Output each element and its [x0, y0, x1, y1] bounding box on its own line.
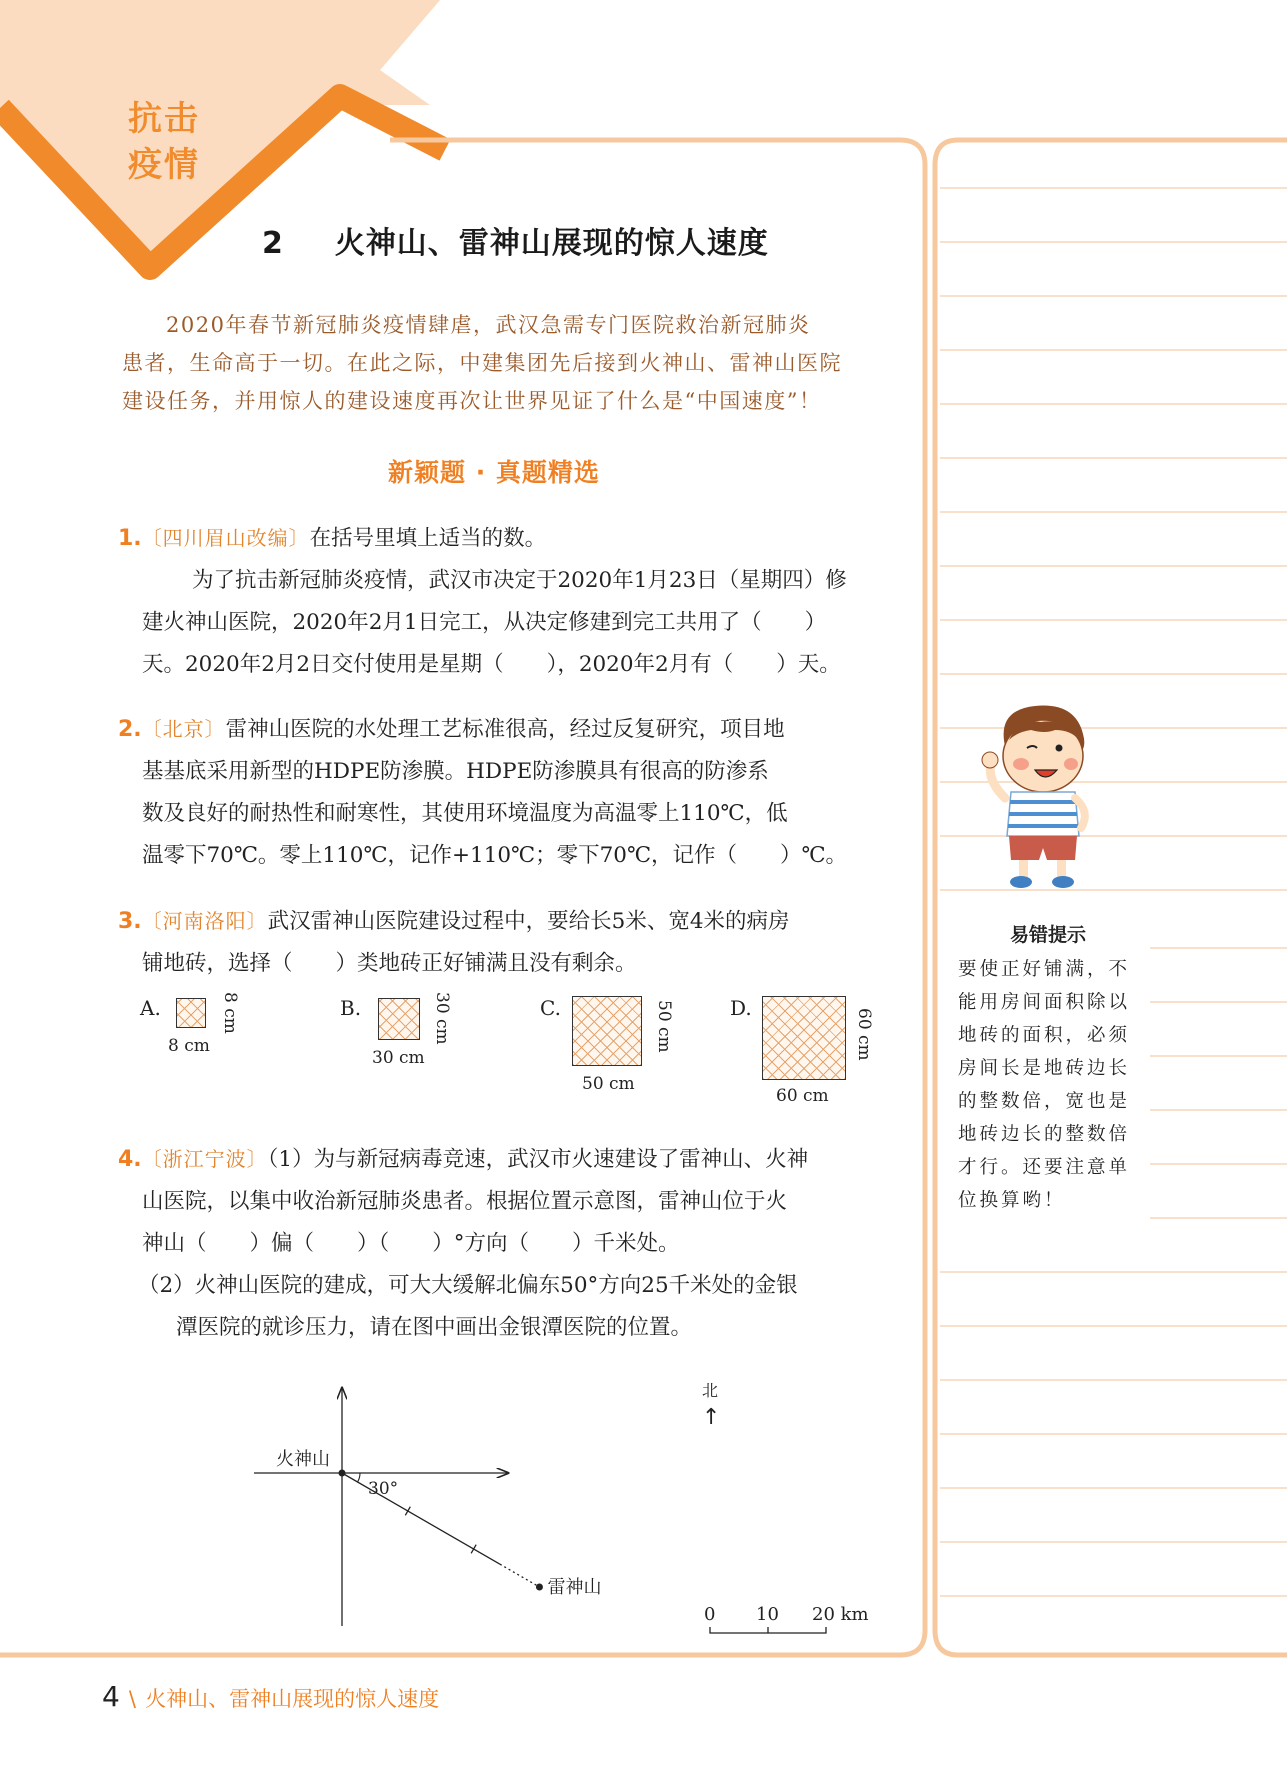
hint-line: 房间长是地砖边长	[958, 1058, 1131, 1079]
angle-label: 30°	[368, 1479, 399, 1499]
tile-b-height: 30 cm	[432, 992, 452, 1045]
question-line: 基基底采用新型的HDPE防渗膜。HDPE防渗膜具有很高的防渗系	[142, 759, 769, 784]
north-arrow-icon: ↑	[702, 1405, 721, 1430]
badge-line-1: 抗击	[128, 99, 200, 139]
tile-a-width: 8 cm	[168, 1036, 210, 1056]
question-line: 建火神山医院，2020年2月1日完工，从决定修建到完工共用了（ ）	[142, 610, 827, 635]
hint-line: 的整数倍，宽也是	[958, 1091, 1131, 1112]
tile-c-height: 50 cm	[654, 1000, 674, 1053]
question-lead: 在括号里填上适当的数。	[309, 526, 547, 551]
mistake-hint	[958, 920, 1138, 1217]
scale-label-20: 20 km	[812, 1604, 869, 1625]
page-title	[262, 218, 769, 262]
intro-line: 建设任务，并用惊人的建设速度再次让世界见证了什么是“中国速度”！	[122, 389, 822, 413]
position-diagram	[240, 1370, 880, 1640]
option-label-b[interactable]: B.	[340, 996, 362, 1020]
title-number: 2	[262, 226, 284, 261]
angle-arc	[358, 1473, 360, 1482]
hint-body	[958, 953, 1138, 1217]
bearing-tick	[405, 1507, 410, 1516]
hint-line: 位换算哟！	[958, 1190, 1066, 1211]
question-number: 4.	[118, 1147, 142, 1172]
tile-c	[572, 996, 642, 1066]
question-line: 雷神山医院的水处理工艺标准很高，经过反复研究，项目地	[225, 717, 785, 742]
question-line: （1）为与新冠病毒竞速，武汉市火速建设了雷神山、火神	[267, 1147, 809, 1172]
hint-title: 易错提示	[1009, 924, 1086, 946]
question-source: 〔河南洛阳〕	[141, 909, 268, 933]
tile-b-width: 30 cm	[372, 1048, 425, 1068]
question-line: 铺地砖，选择（ ）类地砖正好铺满且没有剩余。	[142, 951, 637, 976]
page-footer	[102, 1680, 439, 1713]
page-number: 4	[102, 1680, 120, 1713]
intro-paragraph	[122, 306, 900, 420]
title-text: 火神山、雷神山展现的惊人速度	[334, 226, 769, 261]
question-number: 1.	[118, 526, 142, 551]
target-label: 雷神山	[547, 1577, 602, 1598]
origin-label: 火神山	[276, 1449, 330, 1470]
option-label-a[interactable]: A.	[140, 996, 161, 1020]
tile-c-width: 50 cm	[582, 1074, 635, 1094]
topic-badge	[128, 96, 200, 188]
tile-a	[176, 998, 206, 1028]
question-3	[118, 900, 903, 985]
tile-d	[762, 996, 846, 1080]
tile-d-height: 60 cm	[854, 1008, 874, 1061]
bearing-tick	[471, 1545, 476, 1554]
question-line: 山医院，以集中收治新冠肺炎患者。根据位置示意图，雷神山位于火	[142, 1189, 788, 1214]
badge-line-2: 疫情	[128, 145, 200, 185]
hint-line: 地砖边长的整数倍	[958, 1124, 1131, 1145]
tile-options	[140, 990, 900, 1110]
hint-line: 地砖的面积，必须	[958, 1025, 1131, 1046]
footer-divider: \	[128, 1687, 136, 1711]
question-2	[118, 708, 903, 877]
tile-d-width: 60 cm	[776, 1086, 829, 1106]
question-line: （2）火神山医院的建成，可大大缓解北偏东50°方向25千米处的金银	[138, 1273, 798, 1298]
cartoon-boy-illustration	[975, 700, 1115, 890]
question-source: 〔四川眉山改编〕	[141, 526, 310, 550]
question-line: 为了抗击新冠肺炎疫情，武汉市决定于2020年1月23日（星期四）修	[192, 568, 847, 593]
question-line: 潭医院的就诊压力，请在图中画出金银潭医院的位置。	[176, 1315, 693, 1340]
question-4	[118, 1138, 903, 1349]
leishenshan-point	[536, 1584, 543, 1591]
question-line: 数及良好的耐热性和耐寒性，其使用环境温度为高温零上110℃，低	[142, 801, 788, 826]
hint-line: 能用房间面积除以	[958, 992, 1131, 1013]
hint-line: 要使正好铺满，不	[958, 959, 1131, 980]
question-source: 〔浙江宁波〕	[141, 1147, 268, 1171]
intro-line: 患者，生命高于一切。在此之际，中建集团先后接到火神山、雷神山医院	[122, 351, 842, 375]
footer-title: 火神山、雷神山展现的惊人速度	[145, 1687, 440, 1711]
question-source: 〔北京〕	[141, 717, 226, 741]
question-line: 天。2020年2月2日交付使用是星期（ ），2020年2月有（ ）天。	[142, 652, 841, 677]
hint-line: 才行。还要注意单	[958, 1157, 1131, 1178]
bearing-line	[342, 1473, 500, 1564]
bearing-line-dotted	[500, 1564, 539, 1587]
intro-line: 2020年春节新冠肺炎疫情肆虐，武汉急需专门医院救治新冠肺炎	[166, 313, 811, 337]
question-line: 武汉雷神山医院建设过程中，要给长5米、宽4米的病房	[267, 909, 790, 934]
scale-label-0: 0	[704, 1604, 716, 1625]
tile-a-height: 8 cm	[220, 992, 240, 1034]
question-number: 3.	[118, 909, 142, 934]
question-line: 温零下70℃。零上110℃，记作+110℃；零下70℃，记作（ ）℃。	[142, 843, 848, 868]
section-title: 新颖题 · 真题精选	[388, 458, 600, 487]
north-label: 北	[702, 1381, 719, 1400]
question-1	[118, 517, 903, 686]
question-line: 神山（ ）偏（ ）（ ）°方向（ ）千米处。	[142, 1231, 680, 1256]
scale-label-10: 10	[756, 1604, 779, 1625]
question-number: 2.	[118, 717, 142, 742]
option-label-d[interactable]: D.	[730, 996, 752, 1020]
tile-b	[378, 998, 420, 1040]
option-label-c[interactable]: C.	[540, 996, 561, 1020]
